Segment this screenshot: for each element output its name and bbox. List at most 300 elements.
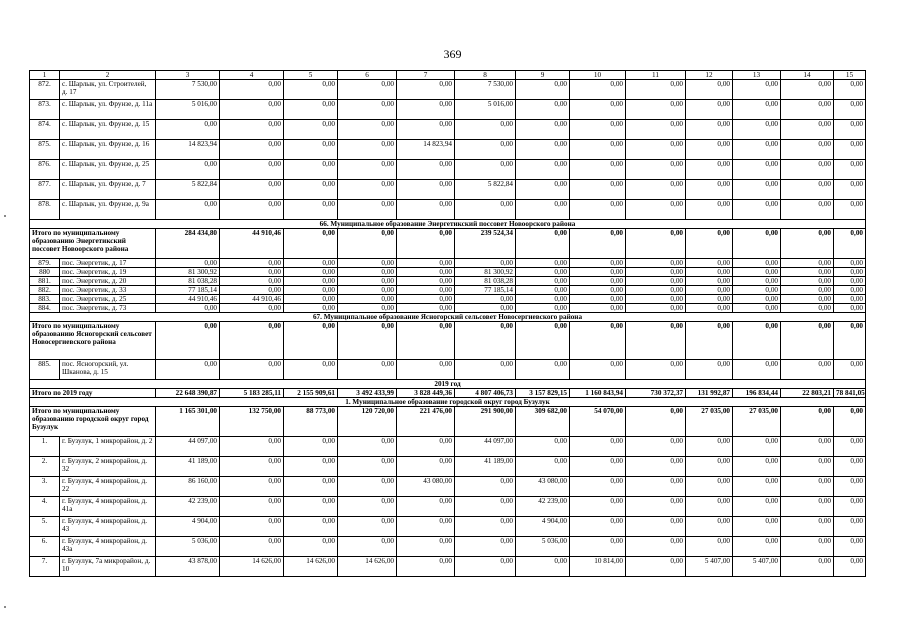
amount-cell: 0,00: [338, 497, 397, 517]
amount-cell: 27 035,00: [733, 407, 781, 437]
column-number: 9: [516, 71, 570, 80]
amount-cell: 81 300,92: [156, 268, 220, 277]
amount-cell: 0,00: [220, 286, 284, 295]
amount-cell: 0,00: [781, 229, 834, 259]
amount-cell: 4 904,00: [156, 517, 220, 537]
amount-cell: 0,00: [834, 407, 866, 437]
building-row: [30, 457, 866, 477]
building-row: [30, 477, 866, 497]
amount-cell: 0,00: [686, 517, 733, 537]
amount-cell: 10 814,00: [570, 557, 626, 577]
amount-cell: 0,00: [284, 360, 338, 380]
amount-cell: 0,00: [397, 295, 455, 304]
amount-cell: 0,00: [570, 140, 626, 160]
amount-cell: 0,00: [284, 295, 338, 304]
amount-cell: 0,00: [834, 277, 866, 286]
amount-cell: 0,00: [626, 537, 686, 557]
amount-cell: 0,00: [338, 120, 397, 140]
scan-mark: [4, 606, 6, 608]
amount-cell: 0,00: [397, 497, 455, 517]
amount-cell: 0,00: [834, 120, 866, 140]
amount-cell: 0,00: [284, 457, 338, 477]
address-cell: с. Шарлык, ул. Фрунзе, д. 16: [60, 140, 156, 160]
amount-cell: 22 648 390,87: [156, 389, 220, 398]
address-cell: пос. Энергетик, д. 17: [60, 259, 156, 268]
amount-cell: 0,00: [733, 200, 781, 220]
amount-cell: 0,00: [220, 457, 284, 477]
amount-cell: 81 300,92: [455, 268, 516, 277]
building-row: [30, 140, 866, 160]
amount-cell: 0,00: [570, 259, 626, 268]
amount-cell: 4 904,00: [516, 517, 570, 537]
amount-cell: 0,00: [397, 557, 455, 577]
address-cell: г. Бузулук, 4 микрорайон, д. 43а: [60, 537, 156, 557]
address-cell: г. Бузулук, 4 микрорайон, д. 43: [60, 517, 156, 537]
amount-cell: 0,00: [338, 286, 397, 295]
subtotal-row: [30, 229, 866, 259]
amount-cell: 0,00: [733, 229, 781, 259]
amount-cell: 0,00: [733, 360, 781, 380]
amount-cell: 0,00: [516, 80, 570, 100]
amount-cell: 0,00: [284, 100, 338, 120]
amount-cell: 0,00: [781, 477, 834, 497]
amount-cell: 0,00: [781, 286, 834, 295]
amount-cell: 0,00: [686, 277, 733, 286]
amount-cell: 5 016,00: [156, 100, 220, 120]
amount-cell: 0,00: [397, 80, 455, 100]
amount-cell: 0,00: [733, 322, 781, 360]
amount-cell: 86 160,00: [156, 477, 220, 497]
amount-cell: 3 492 433,99: [338, 389, 397, 398]
amount-cell: 0,00: [570, 200, 626, 220]
amount-cell: 0,00: [626, 140, 686, 160]
amount-cell: 730 372,37: [626, 389, 686, 398]
amount-cell: 0,00: [220, 100, 284, 120]
amount-cell: 0,00: [781, 322, 834, 360]
row-number: 4.: [30, 497, 60, 517]
row-number: 874.: [30, 120, 60, 140]
amount-cell: 77 185,14: [455, 286, 516, 295]
amount-cell: 0,00: [781, 200, 834, 220]
scan-mark: [4, 215, 6, 217]
amount-cell: 0,00: [733, 277, 781, 286]
amount-cell: 5 183 285,11: [220, 389, 284, 398]
amount-cell: 0,00: [284, 120, 338, 140]
amount-cell: 0,00: [570, 277, 626, 286]
amount-cell: 0,00: [397, 537, 455, 557]
amount-cell: 1 160 843,94: [570, 389, 626, 398]
amount-cell: 0,00: [455, 304, 516, 313]
row-number: 5.: [30, 517, 60, 537]
amount-cell: 0,00: [686, 180, 733, 200]
amount-cell: 0,00: [338, 304, 397, 313]
row-number: 877.: [30, 180, 60, 200]
amount-cell: 0,00: [626, 304, 686, 313]
amount-cell: 1 165 301,00: [156, 407, 220, 437]
amount-cell: 0,00: [220, 200, 284, 220]
amount-cell: 0,00: [284, 437, 338, 457]
amount-cell: 14 823,94: [397, 140, 455, 160]
amount-cell: 14 626,00: [284, 557, 338, 577]
address-cell: пос. Энергетик, д. 73: [60, 304, 156, 313]
row-number: 878.: [30, 200, 60, 220]
amount-cell: 0,00: [516, 360, 570, 380]
amount-cell: 0,00: [516, 437, 570, 457]
amount-cell: 0,00: [834, 286, 866, 295]
address-cell: с. Шарлык, ул. Фрунзе, д. 9а: [60, 200, 156, 220]
amount-cell: 0,00: [156, 360, 220, 380]
building-row: [30, 304, 866, 313]
amount-cell: 0,00: [397, 286, 455, 295]
amount-cell: 0,00: [220, 180, 284, 200]
building-row: [30, 517, 866, 537]
amount-cell: 0,00: [284, 268, 338, 277]
register-table: [29, 70, 866, 577]
amount-cell: 0,00: [570, 537, 626, 557]
building-row: [30, 100, 866, 120]
amount-cell: 43 878,00: [156, 557, 220, 577]
building-row: [30, 557, 866, 577]
subtotal-label: Итого по муниципальному образованию Ясногорский сельсовет Новосергиевского района: [30, 322, 156, 360]
amount-cell: 0,00: [284, 160, 338, 180]
building-row: [30, 180, 866, 200]
section-title: 2019 год: [30, 380, 866, 389]
section-header-row: [30, 220, 866, 229]
amount-cell: 0,00: [686, 295, 733, 304]
amount-cell: 0,00: [626, 437, 686, 457]
column-number: 15: [834, 71, 866, 80]
amount-cell: 0,00: [733, 295, 781, 304]
amount-cell: 0,00: [338, 268, 397, 277]
amount-cell: 0,00: [397, 268, 455, 277]
amount-cell: 77 185,14: [156, 286, 220, 295]
address-cell: пос. Энергетик, д. 33: [60, 286, 156, 295]
amount-cell: 0,00: [570, 360, 626, 380]
amount-cell: 0,00: [516, 120, 570, 140]
amount-cell: 0,00: [733, 517, 781, 537]
amount-cell: 0,00: [455, 140, 516, 160]
amount-cell: 0,00: [686, 80, 733, 100]
amount-cell: 0,00: [516, 200, 570, 220]
address-cell: г. Бузулук, 2 микрорайон, д. 32: [60, 457, 156, 477]
amount-cell: 0,00: [284, 322, 338, 360]
amount-cell: 0,00: [733, 537, 781, 557]
section-title: 1. Муниципальное образование городской округ город Бузулук: [30, 398, 866, 407]
amount-cell: 0,00: [516, 286, 570, 295]
amount-cell: 309 682,00: [516, 407, 570, 437]
amount-cell: 0,00: [686, 268, 733, 277]
amount-cell: 14 626,00: [338, 557, 397, 577]
amount-cell: 0,00: [686, 100, 733, 120]
column-number: 10: [570, 71, 626, 80]
amount-cell: 7 530,00: [156, 80, 220, 100]
subtotal-row: [30, 407, 866, 437]
amount-cell: 0,00: [397, 180, 455, 200]
amount-cell: 44 910,46: [156, 295, 220, 304]
building-row: [30, 259, 866, 268]
amount-cell: 0,00: [733, 100, 781, 120]
address-cell: пос. Ясногорский, ул. Шканова, д. 15: [60, 360, 156, 380]
section-title: 67. Муниципальное образование Ясногорский сельсовет Новосергиевского района: [30, 313, 866, 322]
address-cell: с. Шарлык, ул. Фрунзе, д. 11а: [60, 100, 156, 120]
amount-cell: 0,00: [570, 322, 626, 360]
amount-cell: 41 189,00: [455, 457, 516, 477]
row-number: 872.: [30, 80, 60, 100]
amount-cell: 0,00: [781, 268, 834, 277]
amount-cell: 0,00: [570, 160, 626, 180]
amount-cell: 0,00: [220, 360, 284, 380]
amount-cell: 0,00: [834, 360, 866, 380]
column-number-row: [30, 71, 866, 80]
amount-cell: 0,00: [516, 277, 570, 286]
amount-cell: 0,00: [284, 304, 338, 313]
amount-cell: 0,00: [220, 497, 284, 517]
amount-cell: 0,00: [781, 80, 834, 100]
amount-cell: 5 036,00: [156, 537, 220, 557]
amount-cell: 54 070,00: [570, 407, 626, 437]
amount-cell: 0,00: [781, 180, 834, 200]
amount-cell: 0,00: [733, 259, 781, 268]
amount-cell: 0,00: [781, 160, 834, 180]
amount-cell: 0,00: [397, 304, 455, 313]
row-number: 881.: [30, 277, 60, 286]
row-number: 880: [30, 268, 60, 277]
amount-cell: 0,00: [834, 457, 866, 477]
amount-cell: 0,00: [781, 120, 834, 140]
amount-cell: 131 992,87: [686, 389, 733, 398]
amount-cell: 0,00: [397, 120, 455, 140]
amount-cell: 0,00: [338, 477, 397, 497]
amount-cell: 0,00: [338, 537, 397, 557]
amount-cell: 44 097,00: [156, 437, 220, 457]
column-number: 5: [284, 71, 338, 80]
amount-cell: 3 157 829,15: [516, 389, 570, 398]
amount-cell: 0,00: [834, 304, 866, 313]
building-row: [30, 160, 866, 180]
amount-cell: 0,00: [733, 180, 781, 200]
row-number: 6.: [30, 537, 60, 557]
row-number: 882.: [30, 286, 60, 295]
amount-cell: 0,00: [284, 477, 338, 497]
amount-cell: 5 822,84: [455, 180, 516, 200]
amount-cell: 78 841,05: [834, 389, 866, 398]
amount-cell: 239 524,34: [455, 229, 516, 259]
amount-cell: 0,00: [284, 517, 338, 537]
amount-cell: 0,00: [516, 457, 570, 477]
amount-cell: 2 155 909,61: [284, 389, 338, 398]
amount-cell: 0,00: [626, 497, 686, 517]
amount-cell: 0,00: [686, 200, 733, 220]
subtotal-label: Итого по муниципальному образованию городской округ город Бузулук: [30, 407, 156, 437]
amount-cell: 0,00: [338, 160, 397, 180]
amount-cell: 0,00: [516, 229, 570, 259]
amount-cell: 0,00: [733, 120, 781, 140]
amount-cell: 0,00: [338, 229, 397, 259]
amount-cell: 120 720,00: [338, 407, 397, 437]
amount-cell: 0,00: [516, 322, 570, 360]
address-cell: г. Бузулук, 4 микрорайон, д. 41а: [60, 497, 156, 517]
amount-cell: 0,00: [834, 268, 866, 277]
amount-cell: 0,00: [338, 322, 397, 360]
column-number: 12: [686, 71, 733, 80]
amount-cell: 291 900,00: [455, 407, 516, 437]
column-number: 8: [455, 71, 516, 80]
amount-cell: 0,00: [220, 160, 284, 180]
amount-cell: 0,00: [626, 457, 686, 477]
amount-cell: 0,00: [834, 557, 866, 577]
amount-cell: 7 530,00: [455, 80, 516, 100]
amount-cell: 0,00: [626, 229, 686, 259]
amount-cell: 0,00: [516, 140, 570, 160]
amount-cell: 0,00: [781, 537, 834, 557]
amount-cell: 0,00: [733, 80, 781, 100]
amount-cell: 0,00: [284, 200, 338, 220]
amount-cell: 0,00: [570, 120, 626, 140]
amount-cell: 0,00: [516, 304, 570, 313]
amount-cell: 0,00: [220, 304, 284, 313]
amount-cell: 0,00: [733, 497, 781, 517]
subtotal-label: Итого по муниципальному образованию Энергетикский поссовет Новоорского района: [30, 229, 156, 259]
amount-cell: 0,00: [733, 477, 781, 497]
amount-cell: 0,00: [834, 80, 866, 100]
amount-cell: 0,00: [516, 557, 570, 577]
amount-cell: 0,00: [686, 286, 733, 295]
column-number: 4: [220, 71, 284, 80]
amount-cell: 5 407,00: [686, 557, 733, 577]
amount-cell: 0,00: [220, 140, 284, 160]
amount-cell: 0,00: [570, 286, 626, 295]
address-cell: г. Бузулук, 4 микрорайон, д. 22: [60, 477, 156, 497]
amount-cell: 0,00: [733, 304, 781, 313]
amount-cell: 0,00: [570, 437, 626, 457]
amount-cell: 0,00: [455, 497, 516, 517]
row-number: 873.: [30, 100, 60, 120]
amount-cell: 0,00: [686, 259, 733, 268]
amount-cell: 0,00: [156, 200, 220, 220]
amount-cell: 0,00: [516, 268, 570, 277]
amount-cell: 0,00: [284, 277, 338, 286]
amount-cell: 0,00: [686, 477, 733, 497]
amount-cell: 0,00: [338, 277, 397, 286]
amount-cell: 0,00: [686, 304, 733, 313]
amount-cell: 0,00: [455, 517, 516, 537]
amount-cell: 0,00: [626, 268, 686, 277]
amount-cell: 42 239,00: [516, 497, 570, 517]
amount-cell: 132 750,00: [220, 407, 284, 437]
amount-cell: 0,00: [834, 200, 866, 220]
address-cell: с. Шарлык, ул. Фрунзе, д. 15: [60, 120, 156, 140]
amount-cell: 0,00: [834, 517, 866, 537]
amount-cell: 0,00: [284, 537, 338, 557]
amount-cell: 88 773,00: [284, 407, 338, 437]
amount-cell: 0,00: [284, 80, 338, 100]
amount-cell: 3 828 449,36: [397, 389, 455, 398]
amount-cell: 0,00: [834, 100, 866, 120]
building-row: [30, 497, 866, 517]
amount-cell: 0,00: [455, 360, 516, 380]
amount-cell: 0,00: [570, 295, 626, 304]
section-header-row: [30, 380, 866, 389]
row-number: 876.: [30, 160, 60, 180]
amount-cell: 0,00: [397, 277, 455, 286]
amount-cell: 0,00: [156, 120, 220, 140]
row-number: 875.: [30, 140, 60, 160]
column-number: 7: [397, 71, 455, 80]
amount-cell: 0,00: [834, 295, 866, 304]
row-number: 1.: [30, 437, 60, 457]
amount-cell: 0,00: [338, 437, 397, 457]
amount-cell: 0,00: [686, 537, 733, 557]
amount-cell: 0,00: [626, 517, 686, 537]
building-row: [30, 120, 866, 140]
amount-cell: 5 036,00: [516, 537, 570, 557]
amount-cell: 43 080,00: [397, 477, 455, 497]
amount-cell: 0,00: [397, 160, 455, 180]
building-row: [30, 295, 866, 304]
building-row: [30, 277, 866, 286]
amount-cell: 0,00: [338, 517, 397, 537]
amount-cell: 284 434,80: [156, 229, 220, 259]
amount-cell: 0,00: [570, 80, 626, 100]
row-number: 885.: [30, 360, 60, 380]
amount-cell: 0,00: [626, 407, 686, 437]
address-cell: с. Шарлык, ул. Строителей, д. 17: [60, 80, 156, 100]
amount-cell: 0,00: [570, 477, 626, 497]
subtotal-row: [30, 322, 866, 360]
amount-cell: 42 239,00: [156, 497, 220, 517]
amount-cell: 0,00: [834, 477, 866, 497]
amount-cell: 0,00: [220, 322, 284, 360]
amount-cell: 0,00: [397, 322, 455, 360]
amount-cell: 196 834,44: [733, 389, 781, 398]
amount-cell: 0,00: [834, 497, 866, 517]
amount-cell: 0,00: [220, 537, 284, 557]
amount-cell: 0,00: [455, 200, 516, 220]
amount-cell: 0,00: [781, 517, 834, 537]
amount-cell: 0,00: [686, 140, 733, 160]
amount-cell: 0,00: [626, 557, 686, 577]
amount-cell: 0,00: [516, 259, 570, 268]
amount-cell: 0,00: [455, 537, 516, 557]
address-cell: с. Шарлык, ул. Фрунзе, д. 7: [60, 180, 156, 200]
address-cell: с. Шарлык, ул. Фрунзе, д. 25: [60, 160, 156, 180]
amount-cell: 0,00: [781, 437, 834, 457]
building-row: [30, 200, 866, 220]
amount-cell: 0,00: [781, 360, 834, 380]
amount-cell: 0,00: [686, 497, 733, 517]
amount-cell: 0,00: [686, 229, 733, 259]
amount-cell: 0,00: [733, 140, 781, 160]
amount-cell: 0,00: [156, 304, 220, 313]
column-number: 1: [30, 71, 60, 80]
column-number: 2: [60, 71, 156, 80]
amount-cell: 0,00: [781, 140, 834, 160]
amount-cell: 81 038,28: [156, 277, 220, 286]
amount-cell: 0,00: [626, 160, 686, 180]
amount-cell: 0,00: [220, 268, 284, 277]
row-number: 3.: [30, 477, 60, 497]
amount-cell: 0,00: [284, 140, 338, 160]
row-number: 7.: [30, 557, 60, 577]
amount-cell: 0,00: [626, 477, 686, 497]
section-header-row: [30, 313, 866, 322]
amount-cell: 0,00: [686, 160, 733, 180]
amount-cell: 0,00: [570, 229, 626, 259]
amount-cell: 0,00: [516, 100, 570, 120]
building-row: [30, 268, 866, 277]
amount-cell: 0,00: [781, 497, 834, 517]
amount-cell: 0,00: [338, 180, 397, 200]
